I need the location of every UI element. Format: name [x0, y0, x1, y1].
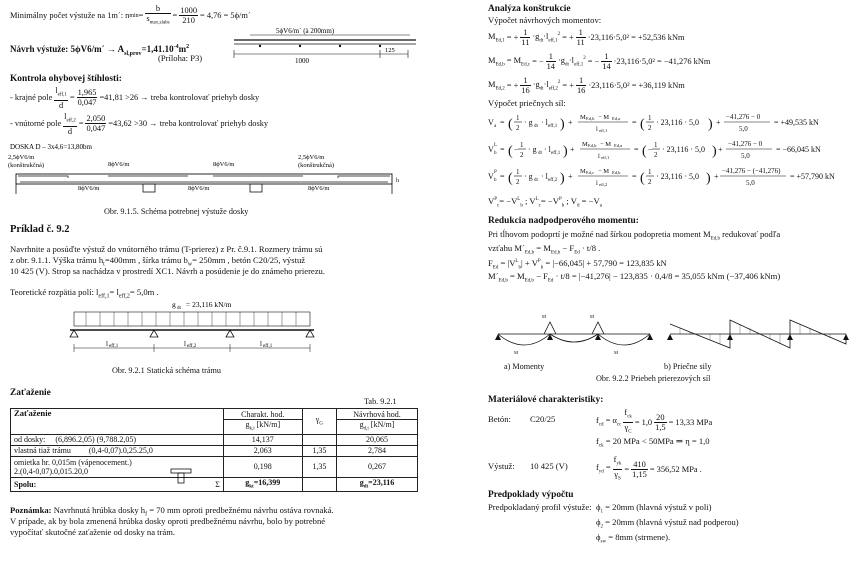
edge-span-check: - krajné pole $\frac{l_{eff,1}}{d}$ = $\frac{1,965}{0,047}$ =41,81 >26 → treba kontrolovať priehyb dosky — [10, 86, 260, 110]
assumptions-profile: Predpokladaný profil výstuže: — [488, 502, 592, 512]
fcd-formula: $f_{cd} = \alpha_{cc}$ $\frac{f_{ck}}{\gamma_C}$ = 1,0 $\frac{20}{1,5}$ = 13,33 MPa — [596, 408, 713, 435]
svg-text:b: b — [494, 151, 497, 156]
steel-grade: 10 425 (V) — [530, 461, 568, 471]
beam-figure-caption: Obr. 9.2.1 Statická schéma trámu — [112, 366, 221, 375]
svg-text:eff,2: eff,2 — [187, 344, 197, 349]
svg-text:(: ( — [642, 144, 647, 159]
svg-text:=: = — [634, 145, 639, 154]
svg-text:Ed,c: Ed,c — [586, 170, 595, 175]
phi-2: $\phi_2 = 20mm$ (hlavná výstuž nad podperou) — [596, 517, 739, 530]
svg-text:· g: · g — [524, 172, 533, 181]
svg-text:= 23,116 kN/m: = 23,116 kN/m — [186, 300, 232, 309]
table-number: Tab. 9.2.1 — [364, 397, 397, 406]
internal-forces-diagram — [484, 306, 850, 364]
slab-reinforcement-figure — [8, 142, 410, 202]
table-header-char: Charakt. hod. — [223, 409, 302, 420]
svg-text:1: 1 — [648, 168, 652, 176]
svg-text:Ed,a: Ed,a — [614, 143, 623, 148]
table-row: vlastná tiaž trámu (0,4-0,07).0,25.25,0 2,063 1,35 2,784 — [11, 445, 418, 456]
min-reinforcement-formula: Minimálny počet výstuže na 1m´: n min = $\frac{b}{s_{max,slabs}}$ = $\frac{1000}{210}$ = 4,76 = 5ϕ/m´ — [10, 4, 251, 26]
svg-text:eff,1: eff,1 — [263, 344, 273, 349]
svg-text:V: V — [488, 172, 494, 181]
svg-text:5,0: 5,0 — [739, 125, 748, 133]
moment-reduction-title: Redukcia nadpodperového momentu: — [488, 216, 639, 226]
svg-text:= +57,790 kN: = +57,790 kN — [790, 172, 835, 181]
moment-3-formula: $M_{Ed,2}$ = + $\frac{1}{16}$ $\cdot g_{dt}\cdot l_{eff,2}^2$ = + $\frac{1}{16}$ ·23,116·5,0² = +36,119 kNm — [488, 76, 685, 95]
svg-text:= +49,535 kN: = +49,535 kN — [774, 118, 819, 127]
svg-text:eff,1: eff,1 — [599, 128, 608, 133]
svg-text:2,5ϕV6/m: 2,5ϕV6/m — [8, 154, 35, 161]
diagram-caption: Obr. 9.2.2 Priebeh prierezových síl — [596, 374, 711, 383]
svg-text:=: = — [500, 145, 505, 154]
svg-text:M: M — [580, 114, 586, 121]
table-header-design-unit: $g_{d,i}$ [kN/m] — [337, 420, 418, 435]
phi-1: $\phi_1 = 20mm$ (hlavná výstuž v poli) — [596, 502, 712, 515]
material-title: Materiálové charakteristiky: — [488, 395, 604, 405]
shear-title: Výpočet priečnych síl: — [488, 98, 566, 108]
table-sum-row: Spolu: Σ $g_{kt}=16,399$ $g_{dt}=23,116$ — [11, 477, 418, 492]
svg-text:L: L — [494, 143, 498, 148]
design-reinforcement: Návrh výstuže: 5ϕV6/m´ → $A_{sl,prov}=1,41.10^{-4}m^2$ — [10, 44, 190, 57]
svg-text:): ) — [560, 171, 565, 186]
table-header-design: Návrhová hod. — [337, 409, 418, 420]
svg-text:−: − — [514, 145, 519, 154]
example-line-3: 10 425 (V). Strop sa nachádza v prostredí XC1. Návrh a posúdenie je do známeho prierezu. — [10, 266, 326, 276]
svg-text:− M: − M — [598, 114, 610, 121]
svg-text:−41,276 − (−41,276): −41,276 − (−41,276) — [722, 167, 781, 175]
svg-text:− M: − M — [600, 141, 612, 148]
svg-text:DOSKA D – 3x4,6=13,80bm: DOSKA D – 3x4,6=13,80bm — [10, 143, 92, 151]
svg-text:dt: dt — [534, 124, 538, 129]
bar-dim-125: 125 — [385, 47, 395, 54]
table-header-row — [11, 409, 418, 420]
svg-text:1: 1 — [516, 168, 520, 176]
svg-text:eff,2: eff,2 — [599, 182, 608, 187]
svg-text:· 23,116 · 5,0: · 23,116 · 5,0 — [662, 145, 706, 154]
example-line-2: z obr. 9.1.1. Výška trámu $h_t=400mm$ , šírka trámu $b_w= 250mm$ , betón C20/25, výstuž — [10, 255, 306, 268]
svg-text:1: 1 — [648, 114, 652, 122]
diagram-label-shear: b) Priečne sily — [664, 362, 712, 371]
svg-text:g: g — [172, 300, 176, 309]
svg-text:dt: dt — [177, 306, 181, 311]
svg-text:+: + — [568, 118, 573, 127]
svg-text:b: b — [494, 178, 497, 183]
svg-text:(: ( — [508, 171, 513, 186]
svg-text:eff,1: eff,1 — [548, 124, 558, 129]
loads-title: Zaťaženie — [10, 388, 51, 398]
svg-text:M: M — [580, 168, 586, 175]
t-section-icon — [170, 468, 192, 484]
bar-top-label: 5ϕV6/m´ (à 200mm) — [276, 28, 335, 35]
svg-text:l: l — [106, 340, 108, 348]
design-note: (Príloha: P3) — [158, 53, 203, 63]
svg-text:− M: − M — [598, 168, 610, 175]
reduction-line-1: Pri tĺhovom podoprtí je možné nad šírkou podopretia moment $M_{Ed,b}$ redukovať podľa — [488, 229, 781, 242]
table-header-char-unit: $g_{k,i}$ [kN/m] — [223, 420, 302, 435]
svg-text:8ϕV6/m: 8ϕV6/m — [108, 161, 130, 168]
svg-text:(konštrukčná): (konštrukčná) — [298, 162, 335, 169]
svg-text:8ϕV6/m: 8ϕV6/m — [213, 161, 235, 168]
svg-text:= −66,045 kN: = −66,045 kN — [776, 145, 821, 154]
fck-line: $f_{ck} = 20$ MPa < 50MPa ⇒ η = 1,0 — [596, 436, 710, 449]
concrete-grade: C20/25 — [530, 414, 556, 424]
svg-text:8ϕV6/m: 8ϕV6/m — [308, 185, 330, 192]
svg-text:): ) — [712, 144, 717, 159]
svg-text:(: ( — [640, 171, 645, 186]
svg-text:Ed,b: Ed,b — [612, 170, 621, 175]
svg-text:8ϕV6/m: 8ϕV6/m — [78, 185, 100, 192]
svg-text:(: ( — [640, 117, 645, 132]
svg-text:+: + — [718, 145, 723, 154]
svg-text:−41,276 − 0: −41,276 − 0 — [726, 113, 761, 121]
svg-text:−41,276 − 0: −41,276 − 0 — [728, 140, 763, 148]
table-header-gamma: $\gamma_G$ — [302, 409, 336, 435]
svg-text:2: 2 — [520, 151, 524, 159]
svg-text:V: V — [488, 118, 494, 127]
loads-table — [10, 408, 418, 492]
svg-text:(: ( — [508, 117, 513, 132]
svg-text:(konštrukčná): (konštrukčná) — [8, 162, 45, 169]
svg-text:M: M — [590, 314, 595, 319]
svg-text:l: l — [184, 340, 186, 348]
table-header-load: Zaťaženie — [11, 409, 224, 435]
shear-symmetry: $V^P_c= -V^L_b$ ; $V^L_c= -V^P_b$ ; $V_d = -V_a$ — [488, 195, 602, 209]
svg-text:l: l — [596, 180, 598, 187]
svg-text:dt: dt — [538, 151, 542, 156]
theoretical-spans: Teoretické rozpätia polí: $l_{eff,1}= l_{eff,2}= 5,0m$ . — [10, 287, 159, 300]
reduction-force: $F_{Ed} = |V^L_b| + V^P_b = |-66,045| + 57,790 = 123,835$ kN — [488, 257, 667, 271]
beam-static-scheme — [62, 298, 322, 366]
svg-text:+: + — [716, 118, 721, 127]
note-line-2: V prípade, ak by bola zmenená hrúbka dosky oproti predbežnému návrhu, bolo by potrebné — [10, 516, 326, 526]
svg-text:): ) — [706, 171, 711, 186]
svg-text:M: M — [582, 141, 588, 148]
svg-text:): ) — [708, 117, 713, 132]
note-line-3: vypočítať skutočné zaťaženie od dosky na trám. — [10, 527, 176, 537]
svg-text:· l: · l — [541, 118, 548, 127]
bar-spacing-figure — [230, 28, 420, 68]
svg-text:=: = — [500, 118, 505, 127]
svg-text:l: l — [260, 340, 262, 348]
slenderness-title: Kontrola ohybovej štíhlosti: — [10, 74, 122, 84]
svg-text:· l: · l — [541, 172, 548, 181]
concrete-label: Betón: — [488, 414, 511, 424]
reduction-moment: $M´_{Ed,b} = M_{Ed,b} - F_{Ed} \cdot t/8 = |-41,276| - 123,835 \cdot 0,4/8 = 35,055$ kNm (−37,406 kNm) — [488, 271, 781, 284]
svg-text:2: 2 — [516, 178, 520, 186]
svg-text:2: 2 — [648, 178, 652, 186]
svg-text:a: a — [494, 124, 497, 129]
svg-text:Ed,a: Ed,a — [612, 116, 621, 121]
svg-text:+: + — [568, 172, 573, 181]
svg-text:· g: · g — [528, 145, 537, 154]
svg-text:· 23,116 · 5,0: · 23,116 · 5,0 — [656, 118, 700, 127]
moments-title: Výpočet návrhových momentov: — [488, 15, 602, 25]
svg-text:2: 2 — [654, 151, 658, 159]
fyd-formula: $f_{yd}$ = $\frac{f_{yk}}{\gamma_S}$ = $\frac{410}{1,15}$ = 356,52 MPa . — [596, 455, 702, 482]
svg-text:8ϕV6/m: 8ϕV6/m — [188, 185, 210, 192]
svg-text:eff,1: eff,1 — [601, 155, 610, 160]
svg-text:2,5ϕV6/m: 2,5ϕV6/m — [298, 154, 325, 161]
moment-2-formula: $M_{Ed,b}$ = $M_{Ed,c}$ = − $\frac{1}{14}$ $\cdot g_{dt}\cdot l_{eff,1}^2$ = − $\frac{1}{14}$ ·23,116·5,0² = −41,276 kNm — [488, 52, 711, 71]
svg-text:2: 2 — [648, 124, 652, 132]
svg-text:Ed,b: Ed,b — [586, 116, 595, 121]
moment-1-formula: $M_{Ed,1}$ = + $\frac{1}{11}$ $\cdot g_{dt}\cdot l_{eff,1}^2$ = + $\frac{1}{11}$ ·23,116·5,0² = +52,536 kNm — [488, 28, 685, 47]
svg-text:V: V — [488, 145, 494, 154]
svg-text:M: M — [542, 314, 547, 319]
svg-text:l: l — [596, 126, 598, 133]
table-row: od dosky: (6,896.2,05) (9,788.2,05) 14,137 20,065 — [11, 434, 418, 445]
svg-text:+: + — [714, 172, 719, 181]
svg-text:dt: dt — [534, 178, 538, 183]
svg-text:· 23,116 · 5,0: · 23,116 · 5,0 — [656, 172, 700, 181]
phi-sw: $\phi_{sw} = 8mm$ (strmene). — [596, 532, 671, 545]
slab-figure-caption: Obr. 9.1.5. Schéma potrebnej výstuže dosky — [104, 207, 249, 216]
svg-text:=: = — [632, 118, 637, 127]
svg-text:): ) — [563, 144, 568, 159]
svg-text:· l: · l — [544, 145, 551, 154]
assumptions-title: Predpoklady výpočtu — [488, 490, 574, 500]
diagram-label-moments: a) Momenty — [504, 362, 545, 371]
svg-text:5,0: 5,0 — [746, 179, 755, 187]
example-line-1: Navrhnite a posúďte výstuž do vnútorného trámu (T-prierez) z Pr. č.9.1. Rozmery trámu sú — [10, 244, 323, 254]
inner-span-check: - vnútorné pole $\frac{l_{eff,2}}{d}$ = $\frac{2,050}{0,047}$ =43,62 >30 → treba kontrolovať priehyb dosky — [10, 112, 269, 136]
table-row: omietka hr. 0,015m (vápenocement.) 2.(0,4-0,07).0,015.20,0 0,198 1,35 0,267 — [11, 456, 418, 477]
svg-text:1: 1 — [520, 141, 524, 149]
svg-text:h: h — [396, 178, 399, 184]
svg-text:l: l — [598, 153, 600, 160]
svg-text:eff,2: eff,2 — [548, 178, 558, 183]
svg-text:): ) — [560, 117, 565, 132]
svg-text:(: ( — [508, 144, 513, 159]
svg-text:5,0: 5,0 — [741, 152, 750, 160]
example-title: Príklad č. 9.2 — [10, 224, 70, 235]
svg-text:eff,1: eff,1 — [109, 344, 119, 349]
svg-text:P: P — [494, 170, 497, 175]
svg-text:· g: · g — [524, 118, 533, 127]
svg-text:eff,1: eff,1 — [551, 151, 561, 156]
svg-text:−: − — [648, 145, 653, 154]
svg-text:1: 1 — [654, 141, 658, 149]
svg-text:M: M — [514, 350, 519, 355]
note-line-1: Poznámka: Navrhnutá hrúbka dosky $h_f = 70$ mm oproti predbežnému návrhu ostáva rovnaká. — [10, 505, 334, 518]
svg-text:Ed,b: Ed,b — [588, 143, 597, 148]
svg-text:2: 2 — [516, 124, 520, 132]
bar-dim-1000: 1000 — [295, 57, 309, 65]
shear-formulas — [486, 108, 848, 208]
svg-text:M: M — [614, 350, 619, 355]
steel-label: Výstuž: — [488, 461, 515, 471]
svg-text:+: + — [570, 145, 575, 154]
analysis-title: Analýza konštrukcie — [488, 4, 571, 14]
svg-text:1: 1 — [516, 114, 520, 122]
svg-text:=: = — [500, 172, 505, 181]
svg-text:=: = — [632, 172, 637, 181]
reduction-line-2: vzťahu $M´_{Ed,b} = M_{Ed,b} - F_{Ed} \cdot t/8$ . — [488, 243, 601, 256]
